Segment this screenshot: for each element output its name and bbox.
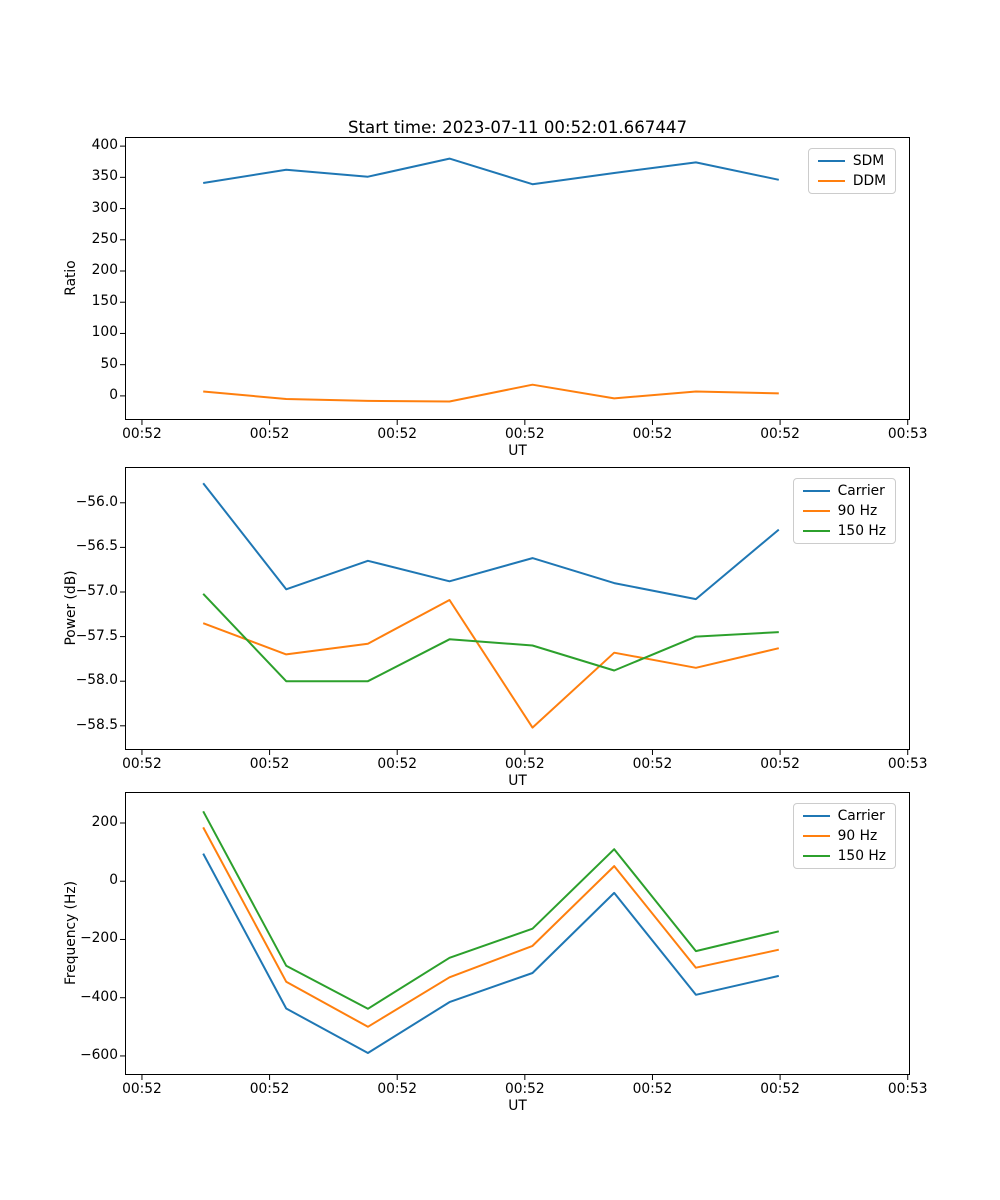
axes-box bbox=[75, 467, 928, 772]
y-tick-label: 400 bbox=[91, 137, 118, 154]
legend-entry-150-hz bbox=[803, 848, 886, 864]
x-tick-label: 00:52 bbox=[122, 756, 162, 772]
y-tick-label: 0 bbox=[109, 872, 118, 889]
legend-entry-sdm bbox=[818, 153, 886, 169]
series-line-90-hz bbox=[203, 600, 779, 728]
legend bbox=[793, 803, 896, 869]
y-tick-label: 200 bbox=[91, 813, 118, 830]
legend-line-swatch bbox=[803, 530, 830, 533]
x-tick-label: 00:52 bbox=[760, 426, 800, 442]
legend-line-swatch bbox=[818, 160, 845, 163]
legend-entry-150-hz bbox=[803, 523, 886, 539]
y-tick-label: −600 bbox=[80, 1046, 118, 1063]
legend-label: 150 Hz bbox=[837, 848, 886, 864]
x-tick-label: 00:52 bbox=[632, 1081, 673, 1097]
y-tick-label: −56.0 bbox=[75, 493, 118, 510]
y-tick-label: −57.0 bbox=[75, 582, 118, 599]
legend-label: Carrier bbox=[837, 483, 885, 499]
x-tick-label: 00:52 bbox=[632, 756, 673, 772]
x-tick-label: 00:52 bbox=[632, 426, 673, 442]
x-tick-label: 00:52 bbox=[760, 756, 800, 772]
legend-line-swatch bbox=[818, 180, 845, 183]
x-axis-label: UT bbox=[508, 443, 527, 459]
ratio-subplot bbox=[0, 137, 1000, 477]
y-tick-label: 100 bbox=[91, 324, 118, 341]
x-tick-label: 00:52 bbox=[249, 1081, 290, 1097]
legend-line-swatch bbox=[803, 855, 830, 858]
y-tick-label: 300 bbox=[91, 199, 118, 216]
x-tick-label: 00:52 bbox=[122, 1081, 162, 1097]
series-line-150-hz bbox=[203, 811, 779, 1009]
power-subplot bbox=[0, 467, 1000, 807]
x-tick-label: 00:52 bbox=[760, 1081, 800, 1097]
y-tick-label: 150 bbox=[91, 293, 118, 310]
y-tick-label: −200 bbox=[80, 930, 118, 947]
x-tick-label: 00:53 bbox=[887, 756, 928, 772]
x-tick-label: 00:52 bbox=[122, 426, 162, 442]
legend-entry-carrier bbox=[803, 808, 886, 824]
x-tick-label: 00:52 bbox=[249, 756, 290, 772]
legend-entry-carrier bbox=[803, 483, 886, 499]
y-tick-label: 250 bbox=[91, 230, 118, 247]
legend-label: DDM bbox=[852, 173, 886, 189]
x-tick-label: 00:52 bbox=[504, 426, 545, 442]
series-line-ddm bbox=[203, 385, 779, 402]
y-axis-label: Power (dB) bbox=[63, 570, 79, 646]
legend-entry-90-hz bbox=[803, 828, 886, 844]
legend-line-swatch bbox=[803, 510, 830, 513]
figure-title: Start time: 2023-07-11 00:52:01.667447 bbox=[347, 118, 688, 137]
x-tick-label: 00:52 bbox=[377, 1081, 418, 1097]
y-tick-label: −57.5 bbox=[75, 627, 118, 644]
x-axis-label: UT bbox=[508, 1098, 527, 1114]
series-line-carrier bbox=[203, 483, 779, 599]
series-line-carrier bbox=[203, 854, 779, 1053]
y-tick-label: −58.5 bbox=[75, 716, 118, 733]
y-axis-label: Frequency (Hz) bbox=[63, 880, 79, 986]
legend-entry-ddm bbox=[818, 173, 886, 189]
x-tick-label: 00:52 bbox=[377, 756, 418, 772]
y-tick-label: 350 bbox=[91, 168, 118, 185]
x-tick-label: 00:53 bbox=[887, 426, 928, 442]
x-tick-label: 00:53 bbox=[887, 1081, 928, 1097]
legend-line-swatch bbox=[803, 835, 830, 838]
plot-area bbox=[115, 132, 925, 432]
y-tick-label: 200 bbox=[91, 262, 118, 278]
x-tick-label: 00:52 bbox=[504, 756, 545, 772]
legend-label: 150 Hz bbox=[837, 523, 886, 539]
frequency-subplot bbox=[0, 792, 1000, 1132]
legend-entry-90-hz bbox=[803, 503, 886, 519]
legend-label: Carrier bbox=[837, 808, 885, 824]
y-tick-label: 50 bbox=[100, 355, 118, 372]
x-tick-label: 00:52 bbox=[504, 1081, 545, 1097]
x-tick-label: 00:52 bbox=[377, 426, 418, 442]
legend-label: 90 Hz bbox=[837, 503, 878, 519]
legend-line-swatch bbox=[803, 490, 830, 493]
x-axis-label: UT bbox=[508, 773, 527, 789]
x-tick-label: 00:52 bbox=[249, 426, 290, 442]
legend-label: 90 Hz bbox=[837, 828, 878, 844]
legend-label: SDM bbox=[852, 153, 885, 169]
y-tick-label: −58.0 bbox=[75, 672, 118, 689]
legend-line-swatch bbox=[803, 815, 830, 818]
y-tick-label: −400 bbox=[80, 988, 118, 1005]
y-tick-label: −56.5 bbox=[75, 538, 118, 555]
axes-box bbox=[91, 137, 928, 442]
series-line-90-hz bbox=[203, 827, 779, 1026]
axes-box bbox=[80, 792, 928, 1097]
y-tick-label: 0 bbox=[109, 386, 118, 403]
y-axis-label: Ratio bbox=[63, 260, 79, 296]
series-line-sdm bbox=[203, 159, 779, 185]
legend bbox=[808, 148, 896, 194]
legend bbox=[793, 478, 896, 544]
